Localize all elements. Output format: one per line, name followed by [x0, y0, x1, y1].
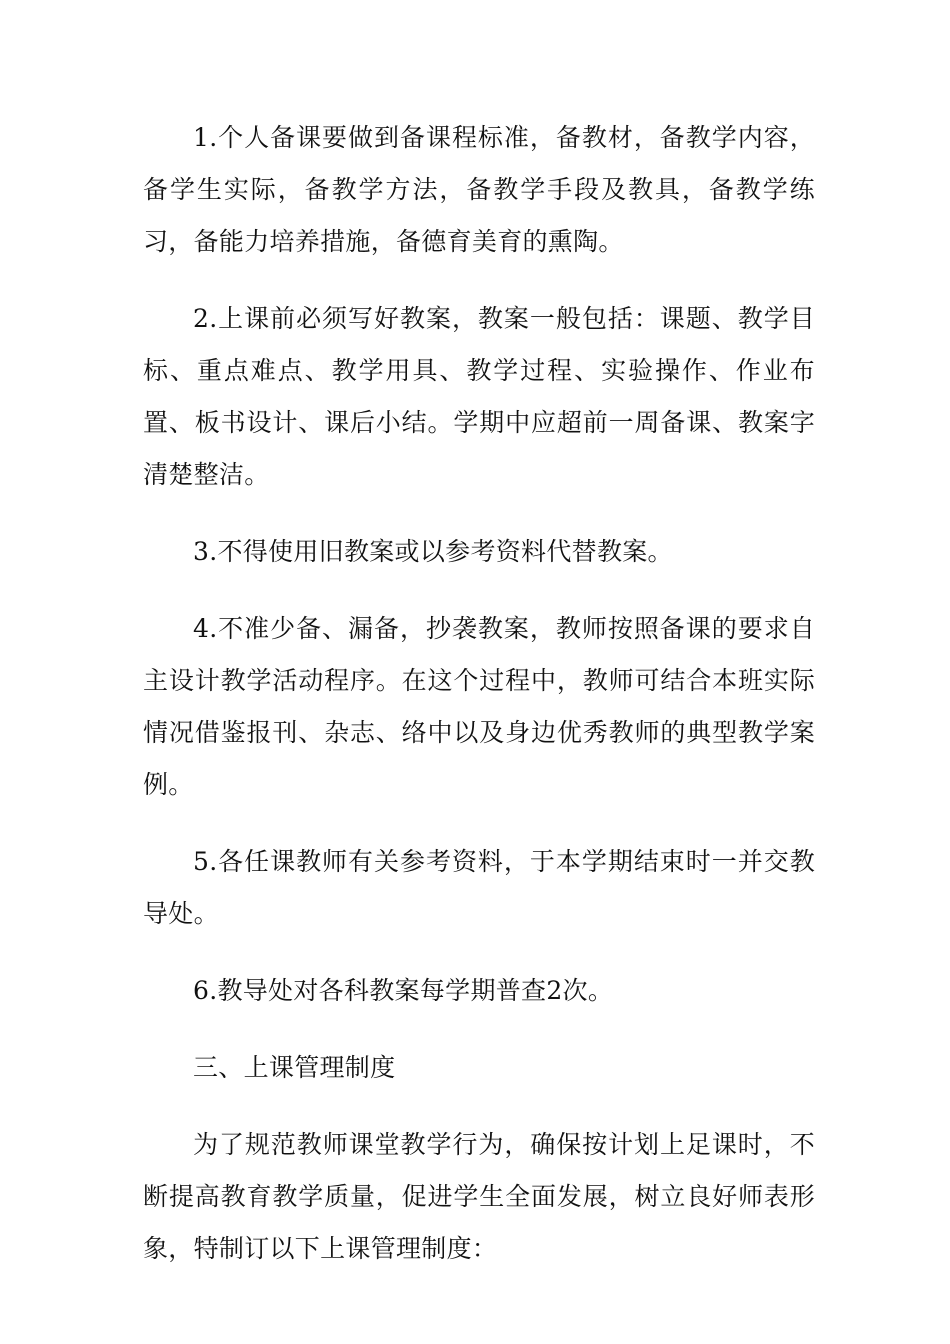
document-body — [143, 112, 815, 1300]
paragraph-rule-4: 4.不准少备、漏备，抄袭教案，教师按照备课的要求自主设计教学活动程序。在这个过程中，教师可结合本班实际情况借鉴报刊、杂志、络中以及身边优秀教师的典型教学案例。 — [143, 614, 815, 799]
paragraph-rule-1: 1.个人备课要做到备课程标准，备教材，备教学内容，备学生实际，备教学方法，备教学手段及教具，备教学练习，备能力培养措施，备德育美育的熏陶。 — [143, 123, 815, 256]
paragraph-rule-3: 3.不得使用旧教案或以参考资料代替教案。 — [193, 537, 673, 566]
paragraph-rule-2: 2.上课前必须写好教案，教案一般包括：课题、教学目标、重点难点、教学用具、教学过程、实验操作、作业布置、板书设计、课后小结。学期中应超前一周备课、教案字清楚整洁。 — [143, 304, 815, 489]
section-heading: 三、上课管理制度 — [193, 1053, 396, 1082]
paragraph-rule-6: 6.教导处对各科教案每学期普查2次。 — [193, 976, 614, 1005]
paragraph-rule-5: 5.各任课教师有关参考资料，于本学期结束时一并交教导处。 — [143, 847, 815, 928]
section-intro-paragraph: 为了规范教师课堂教学行为，确保按计划上足课时，不断提高教育教学质量，促进学生全面发展，树立良好师表形象，特制订以下上课管理制度： — [143, 1130, 815, 1263]
